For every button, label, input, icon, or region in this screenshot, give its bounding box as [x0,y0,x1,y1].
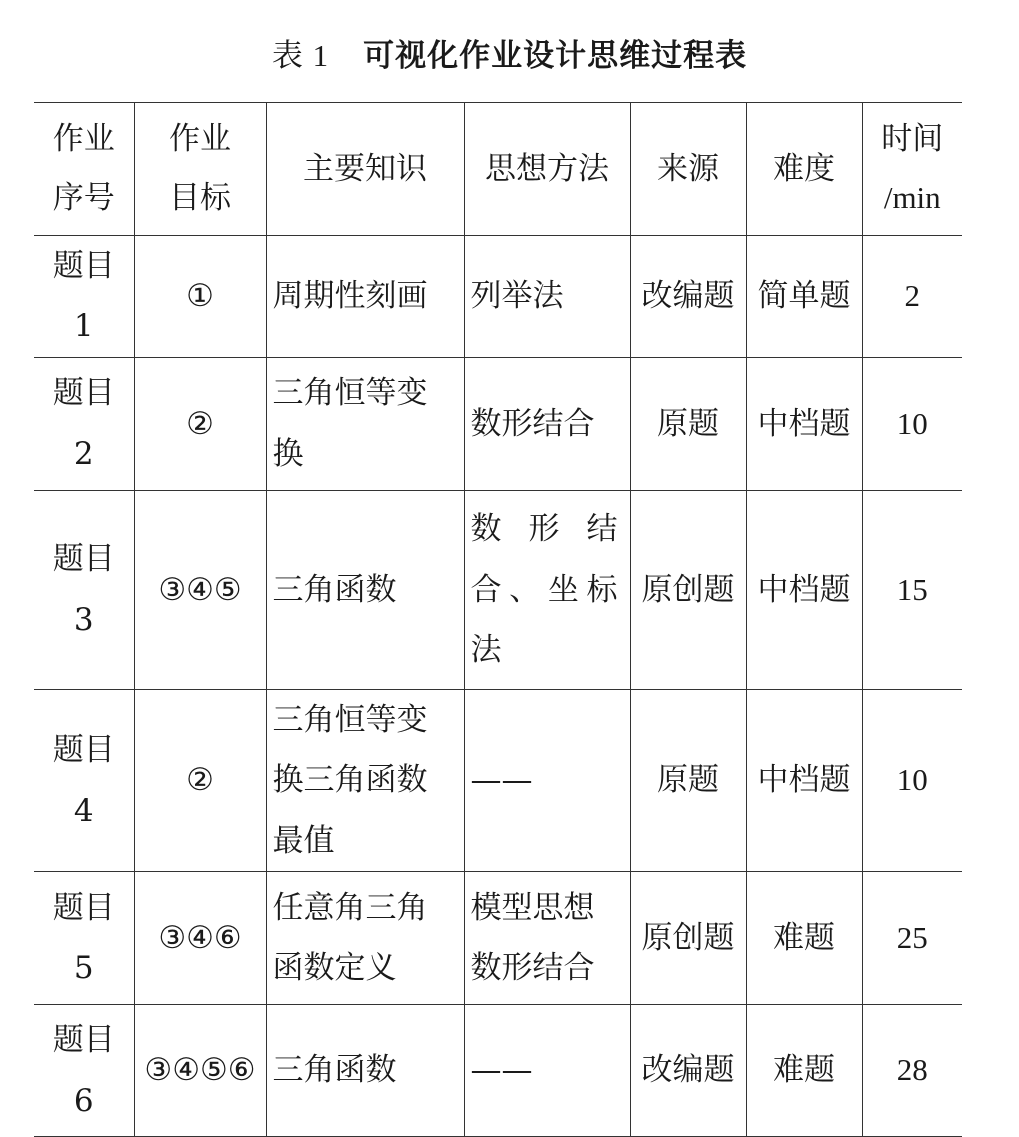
header-time: 时间 /min [862,103,962,236]
cell-seq: 题目 1 [34,236,134,358]
table-row [34,357,962,490]
cell-goal: ② [134,689,266,871]
cell-goal: ③④⑤ [134,490,266,689]
cell-knowledge: 任意角三角函数定义 [266,872,464,1005]
cell-source: 原题 [630,357,746,490]
cell-goal: ① [134,236,266,358]
cell-seq: 题目 4 [34,689,134,871]
cell-difficulty: 中档题 [746,490,862,689]
cell-source: 原题 [630,689,746,871]
caption-number: 表 1 [271,38,330,73]
table-caption [0,30,1019,75]
cell-method: 数形结合 [464,357,630,490]
header-seq: 作业 序号 [34,103,134,236]
table-row [34,689,962,871]
header-knowledge: 主要知识 [266,103,464,236]
header-goal: 作业 目标 [134,103,266,236]
design-process-table [34,102,962,1137]
cell-goal: ② [134,357,266,490]
cell-goal: ③④⑥ [134,872,266,1005]
table-row [34,872,962,1005]
cell-seq: 题目 6 [34,1005,134,1137]
cell-source: 原创题 [630,872,746,1005]
cell-time: 28 [862,1005,962,1137]
cell-seq: 题目 5 [34,872,134,1005]
table-header-row [34,103,962,236]
cell-method: 列举法 [464,236,630,358]
cell-seq: 题目 2 [34,357,134,490]
header-difficulty: 难度 [746,103,862,236]
cell-source: 改编题 [630,236,746,358]
cell-knowledge: 三角恒等变换 [266,357,464,490]
cell-method: 模型思想数形结合 [464,872,630,1005]
cell-knowledge: 三角函数 [266,490,464,689]
cell-method: 数形结合、坐标法 [464,490,630,689]
cell-difficulty: 简单题 [746,236,862,358]
cell-difficulty: 难题 [746,872,862,1005]
cell-knowledge: 周期性刻画 [266,236,464,358]
table-row [34,490,962,689]
cell-difficulty: 中档题 [746,357,862,490]
cell-knowledge: 三角恒等变换三角函数最值 [266,689,464,871]
cell-time: 15 [862,490,962,689]
cell-difficulty: 难题 [746,1005,862,1137]
cell-source: 原创题 [630,490,746,689]
cell-seq: 题目 3 [34,490,134,689]
table-row [34,1005,962,1137]
caption-title: 可视化作业设计思维过程表 [363,38,748,74]
cell-time: 25 [862,872,962,1005]
cell-method: —— [464,689,630,871]
cell-source: 改编题 [630,1005,746,1137]
header-method: 思想方法 [464,103,630,236]
cell-knowledge: 三角函数 [266,1005,464,1137]
cell-time: 10 [862,689,962,871]
cell-goal: ③④⑤⑥ [134,1005,266,1137]
table-row [34,236,962,358]
cell-method: —— [464,1005,630,1137]
cell-difficulty: 中档题 [746,689,862,871]
cell-time: 10 [862,357,962,490]
cell-time: 2 [862,236,962,358]
header-source: 来源 [630,103,746,236]
